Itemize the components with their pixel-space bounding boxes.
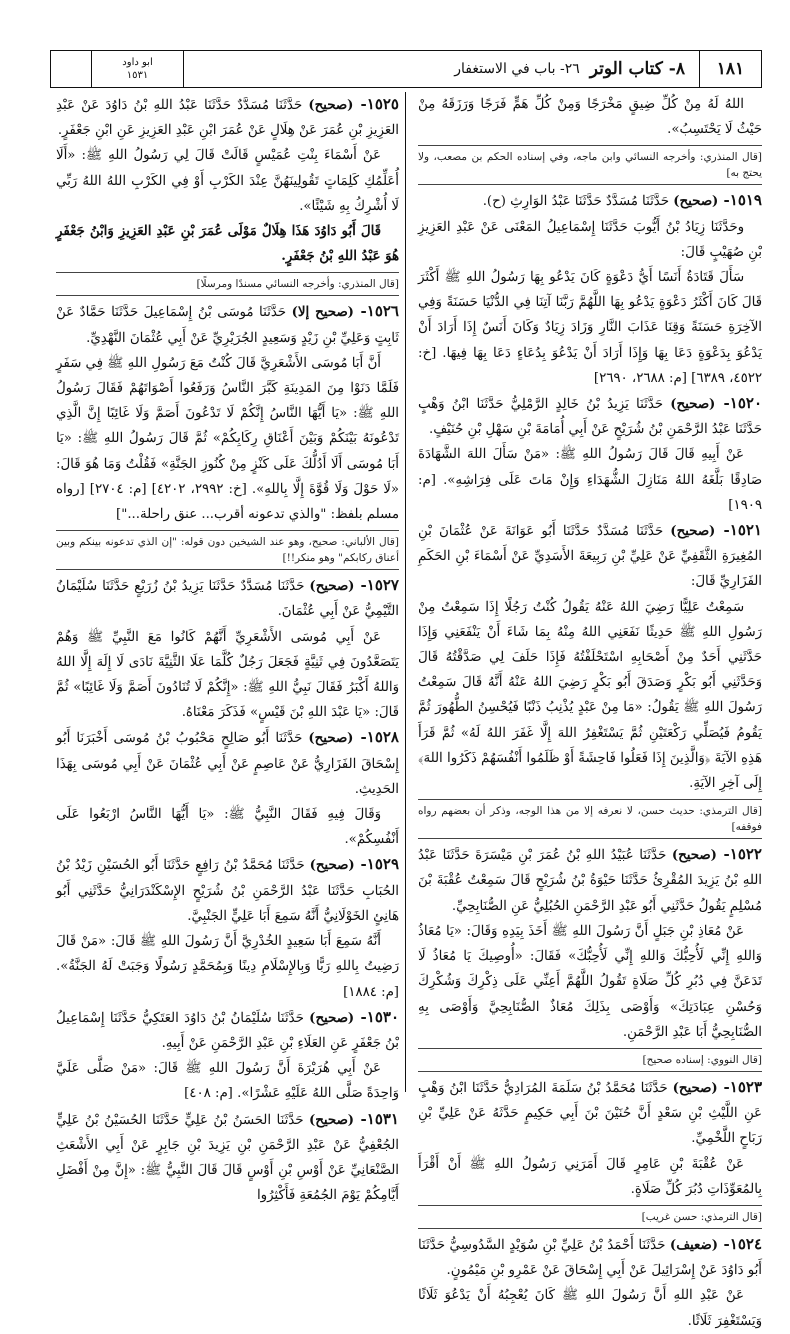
hadith-text: عَنْ عُقْبَةَ بْنِ عَامِرٍ قَالَ أَمَرَنِي رَسُولُ اللهِ ﷺ أَنْ أَقْرَأَ بِالمُعَوِّذَاتِ دُبُرَ كُلِّ صَلَاةٍ. <box>418 1156 762 1197</box>
hadith-number-dash: - <box>715 521 730 540</box>
hadith-grade: (صحيح) <box>309 858 355 874</box>
hadith-number: ١٥٢٢ <box>729 845 762 864</box>
note-divider <box>418 1228 762 1229</box>
hadith-text: وَقَالَ فِيهِ فَقَالَ النَّبِيُّ ﷺ: «يَا أَيُّهَا النَّاسُ ارْبَعُوا عَلَى أَنْفُسِكُمْ». <box>56 807 399 848</box>
note-divider <box>418 799 762 800</box>
hadith-chain: حَدَّثَنَا مُسَدَّدٌ حَدَّثَنَا يَزِيدُ بْنُ زُرَيْعٍ حَدَّثَنَا سُلَيْمَانُ التَّيْمِيُّ عَنْ أَبِي عُثْمَانَ. <box>56 579 399 620</box>
hadith-chain: حَدَّثَنَا مُحَمَّدُ بْنُ سَلَمَةَ المُرَادِيُّ حَدَّثَنَا ابْنُ وَهْبٍ عَنِ اللَّيْثِ بْنِ سَعْدٍ أَنَّ حُنَيْنَ بْنَ أَبِي حَكِيمٍ حَدَّثَهُ عَنْ عَلِيِّ بْنِ رَبَاحٍ اللَّخْمِيِّ. <box>418 1080 762 1147</box>
hadith-grade: (صحيح) <box>308 731 354 747</box>
author-remark: قَالَ أَبُو دَاوُدَ هَذَا هِلَالٌ مَوْلَى عُمَرَ بْنِ عَبْدِ العَزِيزِ وَابْنُ جَعْفَرٍ هُوَ عَبْدُ اللهِ بْنُ جَعْفَرٍ. <box>56 224 399 265</box>
note-divider <box>418 145 762 146</box>
hadith-text: أَنَّهُ سَمِعَ أَبَا سَعِيدٍ الخُدْرِيَّ أَنَّ رَسُولَ اللهِ ﷺ قَالَ: «مَنْ قَالَ رَضِيتُ بِاللهِ رَبًّا وَبِالإِسْلَامِ دِينًا وَبِمُحَمَّدٍ رَسُولًا وَجَبَتْ لَهُ الجَنَّةُ». [م: ١٨٨٤] <box>56 934 399 1000</box>
page-header <box>50 50 762 88</box>
note-divider <box>56 272 399 273</box>
hadith-chain: حَدَّثَنَا الحَسَنُ بْنُ عَلِيٍّ حَدَّثَنَا الحُسَيْنُ بْنُ عَلِيٍّ الجُعْفِيُّ عَنْ عَبْدِ الرَّحْمَنِ بْنِ يَزِيدَ بْنِ جَابِرٍ عَنْ أَبِي الأَشْعَثِ الصَّنْعَانِيِّ عَنْ أَوْسِ بْنِ أَوْسٍ قَالَ قَالَ النَّبِيُّ ﷺ: «إِنَّ مِنْ أَفْضَلِ أَيَّامِكُمْ يَوْمَ الجُمُعَةِ فَأَكْثِرُوا <box>56 1112 399 1204</box>
hadith-grade: (صحيح إلا) <box>291 305 354 321</box>
hadith-number-dash: - <box>354 1109 367 1128</box>
hadith-grade: (ضعيف) <box>669 1237 718 1253</box>
commentary-note: [قال المنذري: وأخرجه النسائي مسندًا ومرسلًا] <box>196 278 399 291</box>
hadith-grade: (صحيح) <box>309 579 355 595</box>
chapter-title: ٢٦- باب في الاستغفار <box>454 61 580 77</box>
hadith-text: سَمِعْتُ عَلِيًّا رَضِيَ اللهُ عَنْهُ يَقُولُ كُنْتُ رَجُلًا إِذَا سَمِعْتُ مِنْ رَسُولِ اللهِ ﷺ حَدِيثًا نَفَعَنِي اللهُ مِنْهُ بِمَا شَاءَ أَنْ يَنْفَعَنِي وَإِذَا حَدَّثَنِي أَحَدٌ مِنْ أَصْحَابِهِ اسْتَحْلَفْتُهُ فَإِذَا حَلَفَ لِي صَدَّقْتُهُ قَالَ وَحَدَّثَنِي أَبُو بَكْرٍ وَصَدَقَ أَبُو بَكْرٍ رَضِيَ اللهُ عَنْهُ أَنَّهُ قَالَ سَمِعْتُ رَسُولَ اللهِ ﷺ يَقُولُ: «مَا مِنْ عَبْدٍ يُذْنِبُ ذَنْبًا فَيُحْسِنُ الطُّهُورَ ثُمَّ يَقُومُ فَيُصَلِّي رَكْعَتَيْنِ ثُمَّ يَسْتَغْفِرُ اللهَ إِلَّا غَفَرَ اللهُ لَهُ» ثُمَّ قَرَأَ هَذِهِ الآيَةَ ﴿وَالَّذِينَ إِذَا فَعَلُوا فَاحِشَةً أَوْ ظَلَمُوا أَنْفُسَهُمْ ذَكَرُوا اللهَ﴾ إِلَى آخِرِ الآيَةِ. <box>418 599 762 792</box>
hadith-entry <box>418 842 762 919</box>
book-title: ٨- كتاب الوتر <box>589 59 685 79</box>
hadith-number-dash: - <box>353 728 367 747</box>
note-divider <box>56 569 399 570</box>
hadith-chain: حَدَّثَنَا سُلَيْمَانُ بْنُ دَاوُدَ العَتَكِيُّ حَدَّثَنَا إِسْمَاعِيلُ بْنُ جَعْفَرٍ عَنِ العَلَاءِ بْنِ عَبْدِ الرَّحْمَنِ عَنْ أَبِيهِ. <box>56 1010 399 1051</box>
note-divider <box>418 1071 762 1072</box>
hadith-chain: حَدَّثَنَا أَحْمَدُ بْنُ عَلِيِّ بْنِ سُوَيْدٍ السَّدُوسِيُّ حَدَّثَنَا أَبُو دَاوُدَ عَنْ إِسْرَائِيلَ عَنْ أَبِي إِسْحَاقَ عَنْ عَمْرِو بْنِ مَيْمُونٍ. <box>418 1237 762 1279</box>
hadith-entry <box>56 299 399 350</box>
hadith-number-dash: - <box>354 576 367 595</box>
hadith-number: ١٥٢٧ <box>366 576 399 595</box>
hadith-chain: حَدَّثَنَا مُسَدَّدٌ حَدَّثَنَا عَبْدُ الوَارِثِ (ح). <box>482 194 670 210</box>
hadith-grade: (صحيح) <box>673 194 719 210</box>
hadith-number: ١٥٣١ <box>366 1109 399 1128</box>
hadith-number: ١٥٢٤ <box>729 1234 763 1253</box>
side-hadith-number: ١٥٣١ <box>126 70 149 81</box>
hadith-number-dash: - <box>354 855 367 874</box>
hadith-text: عَنْ أَبِي هُرَيْرَةَ أَنَّ رَسُولَ اللهِ ﷺ قَالَ: «مَنْ صَلَّى عَلَيَّ وَاحِدَةً صَلَّى اللهُ عَلَيْهِ عَشْرًا». [م: ٤٠٨] <box>56 1061 399 1102</box>
hadith-grade: (صحيح) <box>670 524 716 540</box>
commentary-note: [قال النووي: إسناده صحيح] <box>642 1053 762 1066</box>
page-number: ١٨١ <box>699 51 761 87</box>
right-column <box>412 92 763 1329</box>
note-divider <box>56 530 399 531</box>
hadith-number-dash: - <box>715 394 730 413</box>
hadith-chain: حَدَّثَنَا أَبُو صَالِحٍ مَحْبُوبُ بْنُ مُوسَى أَخْبَرَنَا أَبُو إِسْحَاقَ الفَزَارِيُّ عَنْ عَاصِمٍ عَنْ أَبِي عُثْمَانَ عَنْ أَبِي مُوسَى بِهَذَا الحَدِيثِ. <box>56 731 399 797</box>
hadith-number: ١٥٢١ <box>729 521 762 540</box>
hadith-chain: حَدَّثَنَا عُبَيْدُ اللهِ بْنُ عُمَرَ بْنِ مَيْسَرَةَ حَدَّثَنَا عَبْدُ اللهِ بْنُ يَزِيدَ المُقْرِئُ حَدَّثَنَا حَيْوَةُ بْنُ شُرَيْحٍ قَالَ سَمِعْتُ عُقْبَةَ بْنَ مُسْلِمٍ يَقُولُ حَدَّثَنِي أَبُو عَبْدِ الرَّحْمَنِ الحُبُلِيُّ عَنِ الصُّنَابِحِيِّ. <box>418 848 762 914</box>
hadith-text: عَنْ أَسْمَاءَ بِنْتِ عُمَيْسٍ قَالَتْ قَالَ لِي رَسُولُ اللهِ ﷺ: «أَلَا أُعَلِّمُكِ كَلِمَاتٍ تَقُولِينَهُنَّ عِنْدَ الكَرْبِ أَوْ فِي الكَرْبِ اللهُ اللهُ رَبِّي لَا أُشْرِكُ بِهِ شَيْئًا». <box>56 148 399 214</box>
hadith-number: ١٥٢٨ <box>366 728 399 747</box>
hadith-grade: (صحيح) <box>308 98 354 113</box>
hadith-text: عَنْ أَبِي مُوسَى الأَشْعَرِيِّ أَنَّهُمْ كَانُوا مَعَ النَّبِيِّ ﷺ وَهُمْ يَتَصَعَّدُونَ فِي ثَنِيَّةٍ فَجَعَلَ رَجُلٌ كُلَّمَا عَلَا الثَّنِيَّةَ نَادَى لَا إِلَهَ إِلَّا اللهُ وَاللهُ أَكْبَرُ فَقَالَ نَبِيُّ اللهِ ﷺ: «إِنَّكُمْ لَا تُنَادُونَ أَصَمَّ وَلَا غَائِبًا» ثُمَّ قَالَ: «يَا عَبْدَ اللهِ بْنَ قَيْسٍ» فَذَكَرَ مَعْنَاهُ. <box>56 629 399 721</box>
commentary-note: [قال المنذري: وأخرجه النسائي وابن ماجه، وفي إسناده الحكم بن مصعب، ولا يحتج به] <box>418 151 762 180</box>
hadith-entry <box>418 391 762 442</box>
hadith-grade: (صحيح) <box>672 1080 718 1096</box>
hadith-number-dash: - <box>718 191 730 210</box>
hadith-text: أَنَّ أَبَا مُوسَى الأَشْعَرِيَّ قَالَ كُنْتُ مَعَ رَسُولِ اللهِ ﷺ فِي سَفَرٍ فَلَمَّا دَنَوْا مِنَ المَدِينَةِ كَبَّرَ النَّاسُ وَرَفَعُوا أَصْوَاتَهُمْ فَقَالَ رَسُولُ اللهِ ﷺ: «يَا أَيُّهَا النَّاسُ إِنَّكُمْ لَا تَدْعُونَ أَصَمَّ وَلَا غَائِبًا إِنَّ الَّذِي تَدْعُونَهُ بَيْنَكُمْ وَبَيْنَ أَعْنَاقِ رِكَابِكُمْ» ثُمَّ قَالَ رَسُولُ اللهِ ﷺ: «يَا أَبَا مُوسَى أَلَا أَدُلُّكَ عَلَى كَنْزٍ مِنْ كُنُوزِ الجَنَّةِ» فَقُلْتُ وَمَا هُوَ قَالَ: «لَا حَوْلَ وَلَا قُوَّةَ إِلَّا بِاللهِ». [خ: ٢٩٩٢، ٤٢٠٢] [م: ٢٧٠٤] [رواه مسلم بلفظ: "والذي تدعونه أقرب... عنق راحلة..."] <box>56 355 399 523</box>
hadith-entry <box>56 725 399 802</box>
note-divider <box>418 1205 762 1206</box>
hadith-grade: (صحيح) <box>671 848 717 864</box>
hadith-number: ١٥٢٠ <box>729 394 763 413</box>
side-reference <box>91 51 183 87</box>
hadith-entry <box>56 852 399 929</box>
left-column <box>56 92 406 1204</box>
hadith-chain: حَدَّثَنَا مُسَدَّدٌ حَدَّثَنَا أَبُو عَوَانَةَ عَنْ عُثْمَانَ بْنِ المُغِيرَةِ الثَّقَفِيِّ عَنْ عَلِيِّ بْنِ رَبِيعَةَ الأَسَدِيِّ عَنْ أَسْمَاءَ بْنِ الحَكَمِ الفَزَارِيِّ قَالَ: <box>418 524 762 590</box>
hadith-grade: (صحيح) <box>670 397 716 413</box>
note-divider <box>418 184 762 185</box>
hadith-chain: حَدَّثَنَا مُوسَى بْنُ إِسْمَاعِيلَ حَدَّثَنَا حَمَّادٌ عَنْ ثَابِتٍ وَعَلِيِّ بْنِ زَيْدٍ وَسَعِيدٍ الجُرَيْرِيِّ عَنْ أَبِي عُثْمَانَ النَّهْدِيِّ. <box>56 305 399 346</box>
header-blank-cell <box>51 51 91 87</box>
hadith-entry <box>56 573 399 624</box>
hadith-text: عَنْ عَبْدِ اللهِ أَنَّ رَسُولَ اللهِ ﷺ كَانَ يُعْجِبُهُ أَنْ يَدْعُوَ ثَلَاثًا وَيَسْتَغْفِرَ ثَلَاثًا. <box>418 1288 762 1329</box>
hadith-chain: حَدَّثَنَا مُسَدَّدٌ حَدَّثَنَا عَبْدُ اللهِ بْنُ دَاوُدَ عَنْ عَبْدِ العَزِيزِ بْنِ عُمَرَ عَنْ هِلَالٍ عَنْ عُمَرَ ابْنِ عَبْدِ العَزِيزِ عَنِ ابْنِ جَعْفَرٍ. <box>56 98 399 139</box>
commentary-note: [قال الترمذي: حديث حسن، لا نعرفه إلا من هذا الوجه، وذكر أن بعضهم رواه فوقفه] <box>418 805 762 834</box>
hadith-number-dash: - <box>354 1007 367 1026</box>
note-divider <box>56 295 399 296</box>
hadith-entry <box>56 1005 399 1056</box>
commentary-note: [قال الترمذي: حسن غريب] <box>641 1210 762 1223</box>
hadith-text: اللهُ لَهُ مِنْ كُلِّ ضِيقٍ مَخْرَجًا وَمِنْ كُلِّ هَمٍّ فَرَجًا وَرَزَقَهُ مِنْ حَيْثُ لَا يَحْتَسِبُ». <box>418 97 762 138</box>
side-book-name: ابو داود <box>122 57 153 68</box>
hadith-chain: حَدَّثَنَا مُحَمَّدُ بْنُ رَافِعٍ حَدَّثَنَا أَبُو الحُسَيْنِ زَيْدُ بْنُ الحُبَابِ حَدَّثَنَا عَبْدُ الرَّحْمَنِ بْنُ شُرَيْحٍ الإِسْكَنْدَرَانِيُّ حَدَّثَنِي أَبُو هَانِئٍ الخَوْلَانِيُّ أَنَّهُ سَمِعَ أَبَا عَلِيٍّ الجَنْبِيَّ. <box>56 858 399 924</box>
hadith-chain: حَدَّثَنَا يَزِيدُ بْنُ خَالِدٍ الرَّمْلِيُّ حَدَّثَنَا ابْنُ وَهْبٍ حَدَّثَنَا عَبْدُ الرَّحْمَنِ بْنُ شُرَيْحٍ عَنْ أَبِي أُمَامَةَ بْنِ سَهْلِ بْنِ حُنَيْفٍ. <box>418 397 762 438</box>
hadith-number-dash: - <box>353 95 367 113</box>
note-divider <box>418 1048 762 1049</box>
hadith-entry <box>56 1107 399 1209</box>
commentary-note: [قال الألباني: صحيح، وهو عند الشيخين دون قوله: "إن الذي تدعونه بينكم وبين أعناق ركابكم" وهو منكر!!] <box>56 536 399 565</box>
hadith-entry <box>418 1232 762 1283</box>
hadith-number: ١٥٢٥ <box>366 95 399 113</box>
hadith-number: ١٥٣٠ <box>366 1007 400 1026</box>
hadith-text: عَنْ أَبِيهِ قَالَ قَالَ رَسُولُ اللهِ ﷺ: «مَنْ سَأَلَ اللهَ الشَّهَادَةَ صَادِقًا بَلَّغَهُ اللهُ مَنَازِلَ الشُّهَدَاءِ وَإِنْ مَاتَ عَلَى فِرَاشِهِ». [م: ١٩٠٩] <box>418 447 762 513</box>
hadith-entry <box>56 92 399 143</box>
hadith-number: ١٥١٩ <box>729 191 762 210</box>
note-divider <box>418 838 762 839</box>
hadith-number: ١٥٢٦ <box>366 302 399 321</box>
hadith-text: عَنْ مُعَاذِ بْنِ جَبَلٍ أَنَّ رَسُولَ اللهِ ﷺ أَخَذَ بِيَدِهِ وَقَالَ: «يَا مُعَاذُ وَاللهِ إِنِّي لَأُحِبُّكَ وَاللهِ إِنِّي لَأُحِبُّكَ» فَقَالَ: «أُوصِيكَ يَا مُعَاذُ لَا تَدَعَنَّ فِي دُبُرِ كُلِّ صَلَاةٍ تَقُولُ اللَّهُمَّ أَعِنِّي عَلَى ذِكْرِكَ وَشُكْرِكَ وَحُسْنِ عِبَادَتِكَ» وَأَوْصَى بِذَلِكَ مُعَاذٌ الصُّنَابِحِيَّ وَأَوْصَى بِهِ الصُّنَابِحِيُّ أَبَا عَبْدِ الرَّحْمَنِ. <box>418 923 762 1040</box>
hadith-grade: (صحيح) <box>308 1112 355 1128</box>
hadith-text: وحَدَّثَنَا زِيَادُ بْنُ أَيُّوبَ حَدَّثَنَا إِسْمَاعِيلُ المَعْنَى عَنْ عَبْدِ العَزِيزِ بْنِ صُهَيْبٍ قَالَ: <box>418 219 762 260</box>
hadith-number: ١٥٢٣ <box>729 1077 763 1096</box>
hadith-number-dash: - <box>717 1077 730 1096</box>
page-body <box>50 92 763 1329</box>
hadith-number-dash: - <box>353 302 367 321</box>
header-title <box>183 51 699 87</box>
hadith-entry <box>418 1075 762 1152</box>
hadith-entry <box>418 518 762 595</box>
hadith-number-dash: - <box>716 845 730 864</box>
hadith-number: ١٥٢٩ <box>366 855 400 874</box>
hadith-entry <box>418 188 762 214</box>
hadith-grade: (صحيح) <box>309 1010 355 1026</box>
hadith-number-dash: - <box>718 1234 730 1253</box>
hadith-text: سَأَلَ قَتَادَةُ أَنَسًا أَيُّ دَعْوَةٍ كَانَ يَدْعُو بِهَا رَسُولُ اللهِ ﷺ أَكْثَرَ قَالَ كَانَ أَكْثَرُ دَعْوَةٍ يَدْعُو بِهَا اللَّهُمَّ رَبَّنَا آتِنَا فِي الدُّنْيَا حَسَنَةً وَفِي الآخِرَةِ حَسَنَةً وَقِنَا عَذَابَ النَّارِ وَزَادَ زِيَادٌ وَكَانَ أَنَسٌ إِذَا أَرَادَ أَنْ يَدْعُوَ بِدَعْوَةٍ دَعَا بِهَا وَإِذَا أَرَادَ أَنْ يَدْعُوَ بِدُعَاءٍ دَعَا بِهَا فِيهَا. [خ: ٤٥٢٢، ٦٣٨٩] [م: ٢٦٨٨، ٢٦٩٠] <box>418 270 762 386</box>
